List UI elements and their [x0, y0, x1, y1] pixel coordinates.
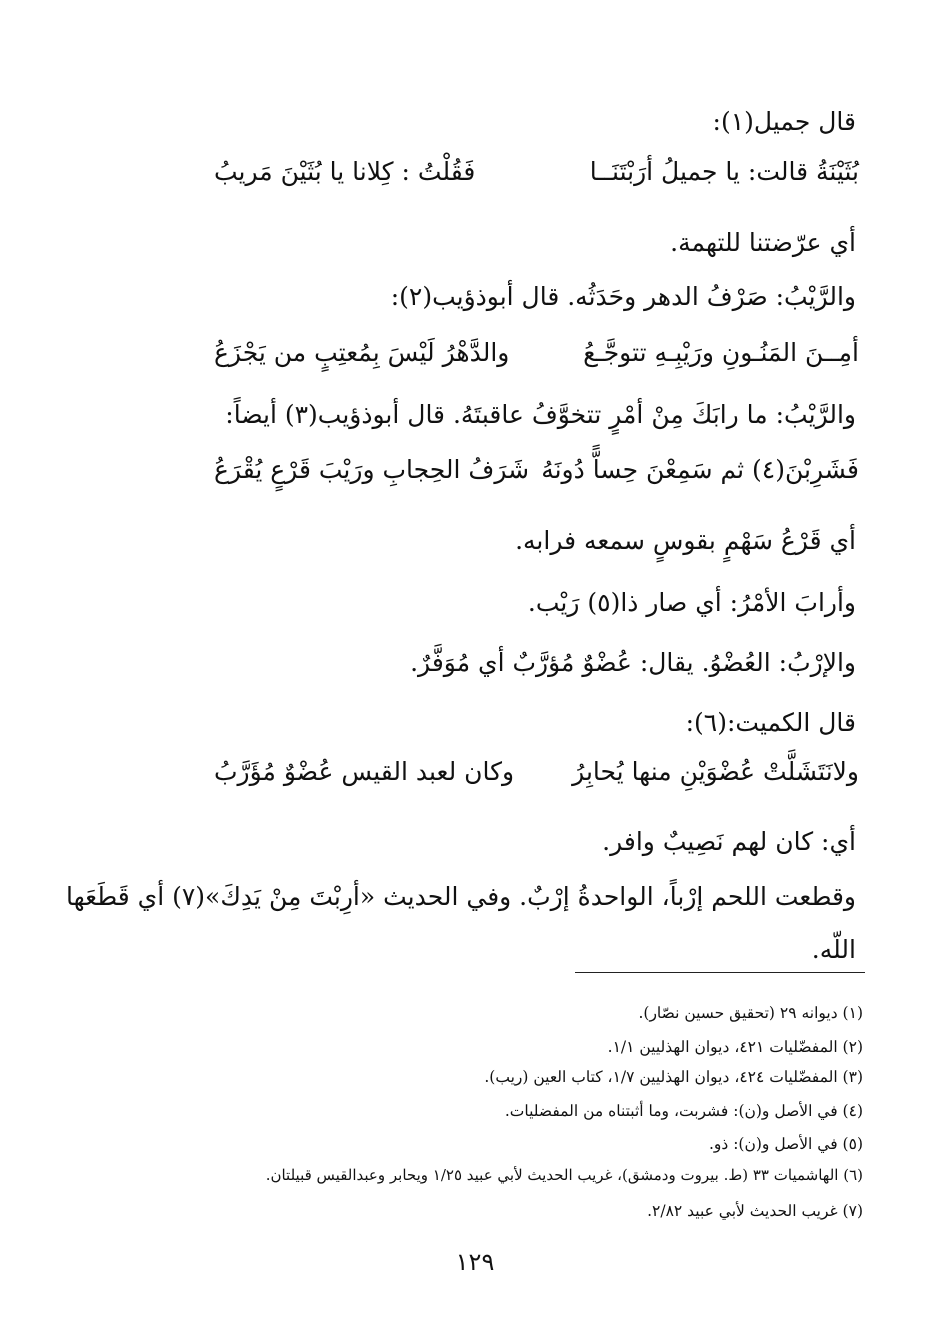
definition-arab-line-1: وقطعت اللحم إرْباً، الواحدةُ إرْبٌ. وفي الحديث «أرِبْتَ مِنْ يَدِكَ»(٧) أي قَطَعَها — [66, 882, 856, 911]
gloss-3: أي قَرْعُ سَهْمٍ بقوسٍ سمعه فرابه. — [515, 526, 856, 555]
verse-2 — [214, 333, 859, 373]
definition-rayb-2: والرَّيْبُ: ما رابَكَ مِنْ أمْرٍ تتخوَّفُ عاقبتَهُ. قال أبوذؤيب(٣) أيضاً: — [225, 400, 856, 429]
gloss-1: أي عرّضتنا للتهمة. — [670, 228, 856, 257]
footnote-7: (٧) غريب الحديث لأبي عبيد ٢/٨٢. — [647, 1202, 863, 1220]
verse-1-first-hemistich: بُثَيْنَةُ قالت: يا جميلُ أرَبْتَنَــا — [589, 157, 859, 186]
verse-3-second-hemistich: شَرَفُ الحِجابِ ورَيْبَ قَرْعٍ يُقْرَعُ — [214, 455, 530, 484]
footnote-6: (٦) الهاشميات ٣٣ (ط. بيروت ودمشق)، غريب الحديث لأبي عبيد ١/٢٥ ويحابر وعبدالقيس قبيلتان. — [265, 1166, 863, 1184]
verse-4-second-hemistich: وكان لعبد القيس عُضْوٌ مُؤَرَّبُ — [214, 757, 515, 786]
intro-jamil: قال جميل(١): — [712, 107, 856, 136]
footnote-5: (٥) في الأصل و(ن): ذو. — [708, 1135, 863, 1153]
footnote-2: (٢) المفضّليات ٤٢١، ديوان الهذليين ١/١. — [607, 1038, 863, 1056]
footnote-separator — [575, 972, 865, 973]
verse-4-first-hemistich: ولانَتَشَلَّتْ عُضْوَيْنِ منها يُحابِرُ — [572, 757, 859, 786]
page-number: ١٢٩ — [455, 1248, 495, 1276]
gloss-4: أي: كان لهم نَصِيبٌ وافر. — [602, 827, 856, 856]
definition-araba: وأرابَ الأمْرُ: أي صار ذا(٥) رَيْب. — [527, 588, 856, 617]
verse-2-second-hemistich: والدَّهْرُ لَيْسَ بِمُعتِبٍ من يَجْزَعُ — [214, 338, 510, 367]
intro-kumayt: قال الكميت:(٦): — [685, 708, 856, 737]
verse-1 — [214, 152, 859, 192]
verse-3-first-hemistich: فَشَرِبْنَ(٤) ثم سَمِعْنَ حِساًّ دُونَهُ — [541, 455, 859, 484]
definition-arab-line-2: اللّه. — [811, 935, 856, 964]
verse-3 — [214, 450, 859, 490]
definition-rayb-1: والرَّيْبُ: صَرْفُ الدهر وحَدَثُه. قال أبوذؤيب(٢): — [390, 282, 856, 311]
definition-irb: والإرْبُ: العُضْوُ. يقال: عُضْوٌ مُؤرَّبٌ أي مُوَفَّرٌ. — [410, 648, 856, 677]
verse-2-first-hemistich: أمِــنَ المَنُـونِ ورَيْبِـهِ تتوجَّـعُ — [583, 338, 859, 367]
verse-4 — [214, 752, 859, 792]
verse-1-second-hemistich: فَقُلْتُ : كِلانا يا بُثَيْنَ مَريبُ — [214, 157, 476, 186]
footnote-4: (٤) في الأصل و(ن): فشربت، وما أثبتناه من المفضليات. — [504, 1102, 863, 1120]
footnote-3: (٣) المفضّليات ٤٢٤، ديوان الهذليين ١/٧، كتاب العين (ريب). — [484, 1068, 863, 1086]
footnote-1: (١) ديوانه ٢٩ (تحقيق حسين نصّار). — [638, 1004, 863, 1022]
